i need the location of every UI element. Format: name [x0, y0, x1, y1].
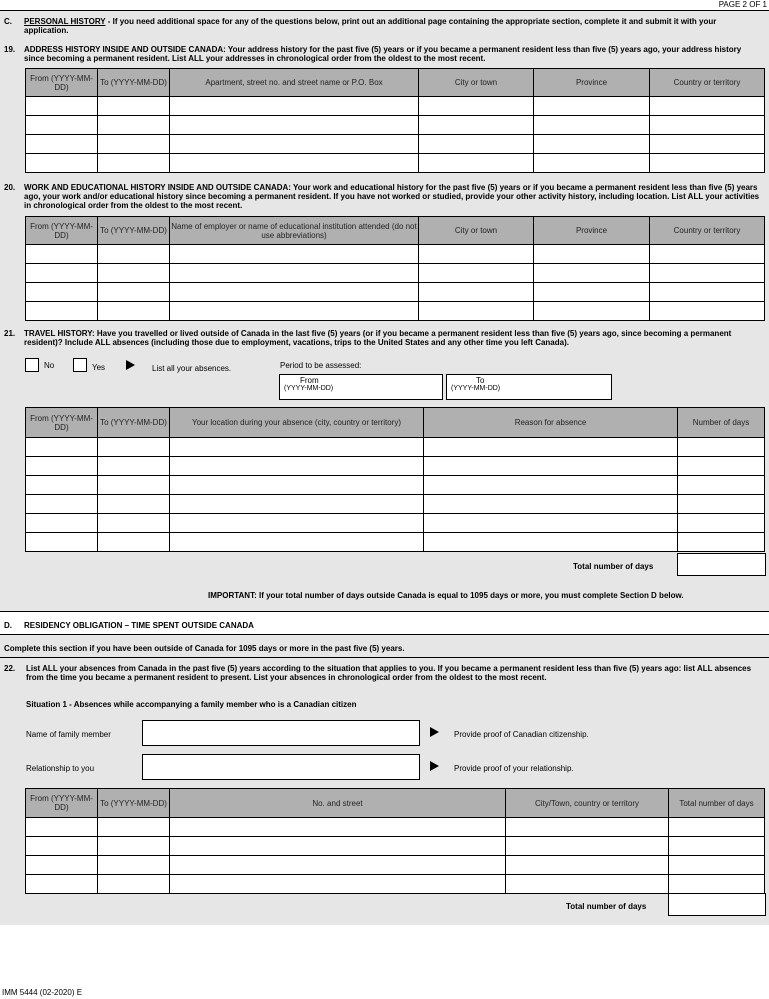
section-d-intro: Complete this section if you have been outside of Canada for 1095 days or more in the past five (5) years.: [4, 644, 405, 653]
input-cell[interactable]: [26, 457, 98, 476]
col-total-days: Total number of days: [669, 789, 765, 818]
input-cell[interactable]: [98, 135, 170, 154]
table-row: [26, 856, 765, 875]
input-cell[interactable]: [26, 116, 98, 135]
family-member-field[interactable]: [142, 720, 420, 746]
input-cell[interactable]: [170, 116, 419, 135]
col-reason: Reason for absence: [424, 408, 678, 438]
input-cell[interactable]: [170, 875, 506, 894]
input-cell[interactable]: [170, 514, 424, 533]
input-cell[interactable]: [650, 97, 765, 116]
col-to: To (YYYY-MM-DD): [98, 217, 170, 245]
relationship-proof-note: Provide proof of your relationship.: [454, 764, 574, 773]
input-cell[interactable]: [26, 533, 98, 552]
col-days: Number of days: [678, 408, 765, 438]
q21-total-field[interactable]: [677, 553, 766, 576]
col-from: From (YYYY-MM-DD): [26, 217, 98, 245]
input-cell[interactable]: [170, 245, 419, 264]
input-cell[interactable]: [678, 495, 765, 514]
section-d-title: RESIDENCY OBLIGATION – TIME SPENT OUTSIDE CANADA: [24, 621, 254, 630]
relationship-field[interactable]: [142, 754, 420, 780]
col-from: From (YYYY-MM-DD): [26, 789, 98, 818]
input-cell[interactable]: [678, 514, 765, 533]
input-cell[interactable]: [534, 264, 650, 283]
input-cell[interactable]: [669, 837, 765, 856]
input-cell[interactable]: [419, 245, 534, 264]
input-cell[interactable]: [26, 264, 98, 283]
section-c-intro: - If you need additional space for any of the questions below, print out an additional page containing the appropriate section, complete it and submit it with your application.: [24, 17, 717, 35]
col-province: Province: [534, 217, 650, 245]
input-cell[interactable]: [534, 283, 650, 302]
input-cell[interactable]: [419, 264, 534, 283]
table-row: [26, 533, 765, 552]
q19-text: ADDRESS HISTORY INSIDE AND OUTSIDE CANADA: Your address history for the past five (5) years or if you became a permanent resident less than five (5) years ago, your address history since becoming a permanent resident. List ALL your addresses in chronological order from the oldest to the most recent.: [24, 45, 742, 63]
input-cell[interactable]: [26, 875, 98, 894]
input-cell[interactable]: [650, 135, 765, 154]
section-c-title: PERSONAL HISTORY: [24, 17, 106, 26]
input-cell[interactable]: [170, 495, 424, 514]
col-employer: Name of employer or name of educational institution attended (do not use abbreviations): [170, 217, 419, 245]
input-cell[interactable]: [98, 818, 170, 837]
section-c-heading: [24, 17, 754, 35]
input-cell[interactable]: [26, 245, 98, 264]
input-cell[interactable]: [534, 302, 650, 321]
input-cell[interactable]: [650, 264, 765, 283]
input-cell[interactable]: [506, 856, 669, 875]
input-cell[interactable]: [650, 302, 765, 321]
input-cell[interactable]: [98, 438, 170, 457]
input-cell[interactable]: [26, 476, 98, 495]
input-cell[interactable]: [98, 264, 170, 283]
address-history-table: [25, 68, 765, 173]
input-cell[interactable]: [419, 302, 534, 321]
input-cell[interactable]: [669, 875, 765, 894]
input-cell[interactable]: [26, 514, 98, 533]
input-cell[interactable]: [506, 875, 669, 894]
input-cell[interactable]: [170, 476, 424, 495]
page-number: PAGE 2 OF 1: [718, 0, 767, 9]
q22-total-field[interactable]: [668, 893, 766, 916]
input-cell[interactable]: [424, 533, 678, 552]
section-d-letter: D.: [4, 621, 12, 630]
col-to: To (YYYY-MM-DD): [98, 789, 170, 818]
yes-label: Yes: [92, 363, 106, 372]
input-cell[interactable]: [98, 875, 170, 894]
table-row: [26, 875, 765, 894]
situation-1-title: Situation 1 - Absences while accompanying a family member who is a Canadian citizen: [26, 700, 357, 709]
col-from: From (YYYY-MM-DD): [26, 408, 98, 438]
input-cell[interactable]: [678, 457, 765, 476]
q21-number: 21.: [4, 329, 16, 338]
input-cell[interactable]: [669, 856, 765, 875]
input-cell[interactable]: [419, 154, 534, 173]
input-cell[interactable]: [98, 97, 170, 116]
situation-1-table: [25, 788, 765, 894]
input-cell[interactable]: [170, 856, 506, 875]
input-cell[interactable]: [424, 495, 678, 514]
period-to-format: (YYYY-MM-DD): [451, 385, 501, 392]
input-cell[interactable]: [506, 818, 669, 837]
input-cell[interactable]: [170, 135, 419, 154]
col-location: Your location during your absence (city, country or territory): [170, 408, 424, 438]
input-cell[interactable]: [98, 495, 170, 514]
list-absences-label: List all your absences.: [152, 364, 232, 373]
q22-total-label: Total number of days: [566, 902, 647, 911]
table-row: [26, 97, 765, 116]
input-cell[interactable]: [419, 97, 534, 116]
input-cell[interactable]: [26, 97, 98, 116]
input-cell[interactable]: [98, 116, 170, 135]
col-country: Country or territory: [650, 69, 765, 97]
input-cell[interactable]: [26, 302, 98, 321]
table-row: [26, 245, 765, 264]
input-cell[interactable]: [678, 438, 765, 457]
input-cell[interactable]: [98, 457, 170, 476]
table-row: [26, 457, 765, 476]
table-row: [26, 283, 765, 302]
input-cell[interactable]: [650, 154, 765, 173]
col-city-country: City/Town, country or territory: [506, 789, 669, 818]
input-cell[interactable]: [26, 283, 98, 302]
table-row: [26, 154, 765, 173]
input-cell[interactable]: [98, 514, 170, 533]
period-from-label: From: [300, 376, 319, 385]
work-history-table: [25, 216, 765, 321]
col-to: To (YYYY-MM-DD): [98, 408, 170, 438]
important-label: IMPORTANT:: [208, 591, 257, 600]
input-cell[interactable]: [170, 154, 419, 173]
input-cell[interactable]: [534, 135, 650, 154]
period-label: Period to be assessed:: [280, 361, 362, 370]
col-address: Apartment, street no. and street name or P.O. Box: [170, 69, 419, 97]
input-cell[interactable]: [650, 245, 765, 264]
table-row: [26, 135, 765, 154]
input-cell[interactable]: [98, 533, 170, 552]
q19-number: 19.: [4, 45, 16, 54]
no-label: No: [44, 361, 55, 370]
input-cell[interactable]: [424, 514, 678, 533]
input-cell[interactable]: [170, 837, 506, 856]
arrow-right-icon: [430, 761, 439, 771]
q21-text: TRAVEL HISTORY: Have you travelled or lived outside of Canada in the last five (5) years (or if you became a permanent resident less than five (5) years ago, since becoming a permanent resident)? Include ALL absences (including those due to employment, vacations, trips to the United States and any other time you left Canada).: [24, 329, 732, 347]
input-cell[interactable]: [678, 533, 765, 552]
input-cell[interactable]: [424, 438, 678, 457]
input-cell[interactable]: [419, 283, 534, 302]
input-cell[interactable]: [98, 837, 170, 856]
input-cell[interactable]: [98, 245, 170, 264]
input-cell[interactable]: [98, 302, 170, 321]
citizenship-proof-note: Provide proof of Canadian citizenship.: [454, 730, 589, 739]
input-cell[interactable]: [534, 154, 650, 173]
input-cell[interactable]: [650, 116, 765, 135]
table-row: [26, 495, 765, 514]
input-cell[interactable]: [26, 856, 98, 875]
q22-number: 22.: [4, 664, 16, 673]
table-row: [26, 837, 765, 856]
input-cell[interactable]: [534, 97, 650, 116]
col-street: No. and street: [170, 789, 506, 818]
section-d-intro-rule: [0, 657, 769, 658]
section-d-rule: [0, 611, 769, 612]
no-checkbox[interactable]: [25, 358, 39, 372]
input-cell[interactable]: [26, 818, 98, 837]
col-country: Country or territory: [650, 217, 765, 245]
input-cell[interactable]: [170, 97, 419, 116]
col-city: City or town: [419, 217, 534, 245]
input-cell[interactable]: [534, 116, 650, 135]
input-cell[interactable]: [669, 818, 765, 837]
important-text: If your total number of days outside Canada is equal to 1095 days or more, you must complete Section D below.: [258, 591, 684, 600]
input-cell[interactable]: [98, 476, 170, 495]
input-cell[interactable]: [170, 302, 419, 321]
input-cell[interactable]: [26, 135, 98, 154]
input-cell[interactable]: [170, 438, 424, 457]
period-to-label: To: [476, 376, 485, 385]
q20-text: WORK AND EDUCATIONAL HISTORY INSIDE AND OUTSIDE CANADA: Your work and educational history for the past five (5) years or if you became a permanent resident less than five (5) years ago, your work and/or educational history since becoming a permanent resident. If you have not worked or studied, provide your other activity history, including location. List ALL your activities in chronological order from the oldest to the most recent.: [24, 183, 760, 210]
input-cell[interactable]: [26, 837, 98, 856]
col-province: Province: [534, 69, 650, 97]
input-cell[interactable]: [98, 283, 170, 302]
input-cell[interactable]: [506, 837, 669, 856]
input-cell[interactable]: [650, 283, 765, 302]
q22-text: List ALL your absences from Canada in the past five (5) years according to the situation that applies to you. If you became a permanent resident less than five (5) years ago: list ALL absences from the time you became a permanent resident to present. List your absences in chronological order from the oldest to the most recent.: [26, 664, 752, 682]
input-cell[interactable]: [170, 283, 419, 302]
input-cell[interactable]: [26, 154, 98, 173]
table-row: [26, 514, 765, 533]
input-cell[interactable]: [534, 245, 650, 264]
col-city: City or town: [419, 69, 534, 97]
section-c-letter: C.: [4, 17, 12, 26]
important-note: [208, 591, 684, 600]
arrow-right-icon: [430, 727, 439, 737]
q21-total-label: Total number of days: [573, 562, 654, 571]
table-row: [26, 264, 765, 283]
table-row: [26, 438, 765, 457]
input-cell[interactable]: [678, 476, 765, 495]
arrow-right-icon: [126, 360, 135, 370]
table-row: [26, 476, 765, 495]
input-cell[interactable]: [98, 856, 170, 875]
table-row: [26, 302, 765, 321]
period-from-format: (YYYY-MM-DD): [284, 385, 334, 392]
input-cell[interactable]: [170, 818, 506, 837]
input-cell[interactable]: [98, 154, 170, 173]
q20-number: 20.: [4, 183, 16, 192]
input-cell[interactable]: [424, 476, 678, 495]
travel-history-table: [25, 407, 765, 552]
relationship-label: Relationship to you: [26, 764, 95, 773]
input-cell[interactable]: [170, 533, 424, 552]
family-member-label: Name of family member: [26, 730, 111, 739]
table-row: [26, 116, 765, 135]
input-cell[interactable]: [170, 264, 419, 283]
input-cell[interactable]: [26, 495, 98, 514]
yes-checkbox[interactable]: [73, 358, 87, 372]
input-cell[interactable]: [26, 438, 98, 457]
input-cell[interactable]: [170, 457, 424, 476]
input-cell[interactable]: [424, 457, 678, 476]
col-from: From (YYYY-MM-DD): [26, 69, 98, 97]
form-code: IMM 5444 (02-2020) E: [2, 988, 83, 997]
input-cell[interactable]: [419, 116, 534, 135]
table-row: [26, 818, 765, 837]
input-cell[interactable]: [419, 135, 534, 154]
col-to: To (YYYY-MM-DD): [98, 69, 170, 97]
